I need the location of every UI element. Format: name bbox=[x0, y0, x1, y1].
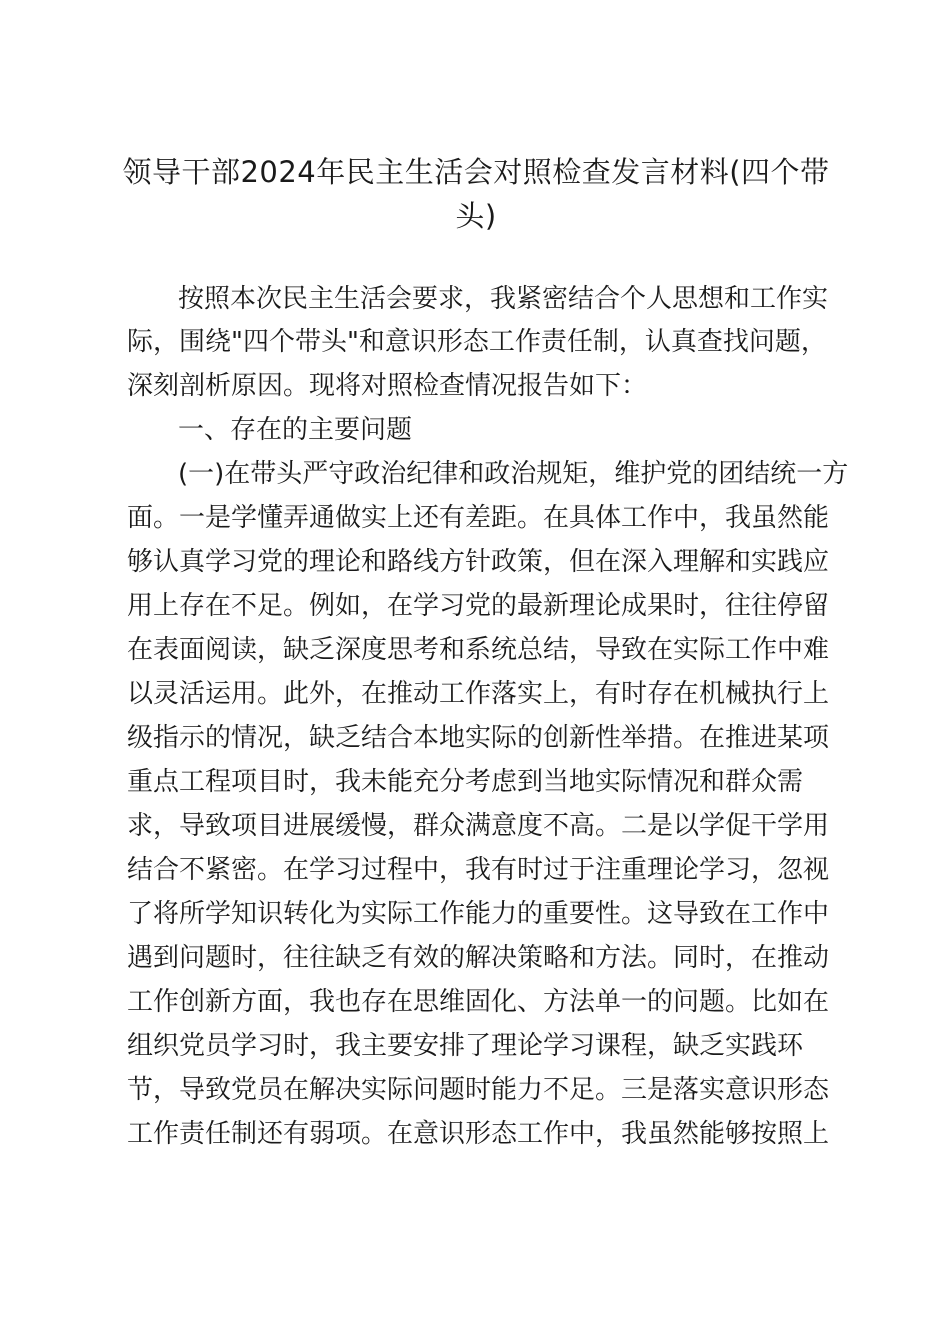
paragraph-line: (一)在带头严守政治纪律和政治规矩，维护党的团结统一方 bbox=[178, 459, 849, 489]
paragraph-line: 组织党员学习时，我主要安排了理论学习课程，缺乏实践环 bbox=[127, 1031, 804, 1061]
paragraph-line: 按照本次民主生活会要求，我紧密结合个人思想和工作实 bbox=[178, 284, 829, 314]
paragraph-line: 了将所学知识转化为实际工作能力的重要性。这导致在工作中 bbox=[127, 899, 830, 929]
paragraph-line: 工作责任制还有弱项。在意识形态工作中，我虽然能够按照上 bbox=[127, 1119, 830, 1149]
paragraph-line: 遇到问题时，往往缺乏有效的解决策略和方法。同时，在推动 bbox=[127, 943, 830, 973]
paragraph-line: 际，围绕"四个带头"和意识形态工作责任制，认真查找问题， bbox=[127, 327, 827, 357]
paragraph-line: 以灵活运用。此外，在推动工作落实上，有时存在机械执行上 bbox=[127, 679, 830, 709]
paragraph-line: 用上存在不足。例如，在学习党的最新理论成果时，往往停留 bbox=[127, 591, 830, 621]
paragraph-line: 节，导致党员在解决实际问题时能力不足。三是落实意识形态 bbox=[127, 1075, 830, 1105]
paragraph-line: 重点工程项目时，我未能充分考虑到当地实际情况和群众需 bbox=[127, 767, 804, 797]
section-heading: 一、存在的主要问题 bbox=[178, 415, 413, 445]
paragraph-line: 工作创新方面，我也存在思维固化、方法单一的问题。比如在 bbox=[127, 987, 830, 1017]
paragraph-line: 面。一是学懂弄通做实上还有差距。在具体工作中，我虽然能 bbox=[127, 503, 830, 533]
paragraph-line: 求，导致项目进展缓慢，群众满意度不高。二是以学促干学用 bbox=[127, 811, 830, 841]
paragraph-line: 深刻剖析原因。现将对照检查情况报告如下： bbox=[127, 371, 648, 401]
paragraph-line: 够认真学习党的理论和路线方针政策，但在深入理解和实践应 bbox=[127, 547, 830, 577]
document-title: 领导干部2024年民主生活会对照检查发言材料(四个带头) bbox=[122, 155, 830, 233]
paragraph-line: 在表面阅读，缺乏深度思考和系统总结，导致在实际工作中难 bbox=[127, 635, 830, 665]
paragraph-line: 级指示的情况，缺乏结合本地实际的创新性举措。在推进某项 bbox=[127, 723, 830, 753]
paragraph-line: 结合不紧密。在学习过程中，我有时过于注重理论学习，忽视 bbox=[127, 855, 830, 885]
